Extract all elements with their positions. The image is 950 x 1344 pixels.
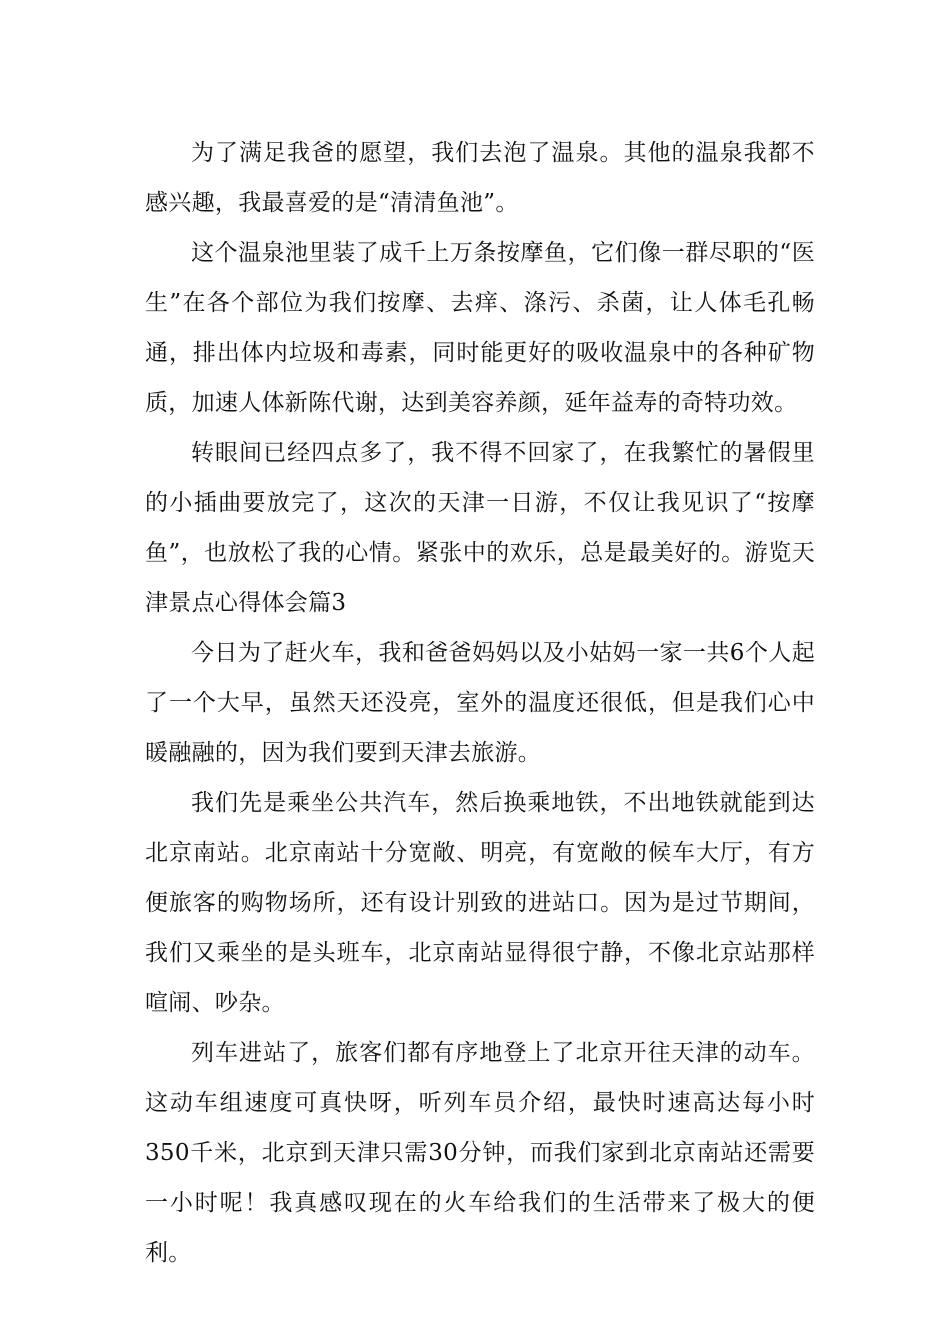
paragraph-3: 转眼间已经四点多了，我不得不回家了，在我繁忙的暑假里的小插曲要放完了，这次的天津一日游，不仅让我见识了“按摩鱼”，也放松了我的心情。紧张中的欢乐，总是最美好的。游览天津景点心得体会篇3: [145, 440, 815, 616]
paragraph-2: 这个温泉池里装了成千上万条按摩鱼，它们像一群尽职的“医生”在各个部位为我们按摩、去痒、涤污、杀菌，让人体毛孔畅通，排出体内垃圾和毒素，同时能更好的吸收温泉中的各种矿物质，加速人体新陈代谢，达到美容养颜，延年益寿的奇特功效。: [145, 240, 815, 416]
paragraph-6: 列车进站了，旅客们都有序地登上了北京开往天津的动车。这动车组速度可真快呀，听列车员介绍，最快时速高达每小时350千米，北京到天津只需30分钟，而我们家到北京南站还需要一小时呢！我真感叹现在的火车给我们的生活带来了极大的便利。: [145, 1040, 815, 1266]
paragraph-4: 今日为了赶火车，我和爸爸妈妈以及小姑妈一家一共6个人起了一个大早，虽然天还没亮，室外的温度还很低，但是我们心中暖融融的，因为我们要到天津去旅游。: [145, 640, 815, 766]
document-body: [145, 128, 815, 1278]
paragraph-5: 我们先是乘坐公共汽车，然后换乘地铁，不出地铁就能到达北京南站。北京南站十分宽敞、明亮，有宽敞的候车大厅，有方便旅客的购物场所，还有设计别致的进站口。因为是过节期间，我们又乘坐的是头班车，北京南站显得很宁静，不像北京站那样喧闹、吵杂。: [145, 790, 815, 1016]
paragraph-1: 为了满足我爸的愿望，我们去泡了温泉。其他的温泉我都不感兴趣，我最喜爱的是“清清鱼池”。: [145, 140, 815, 216]
